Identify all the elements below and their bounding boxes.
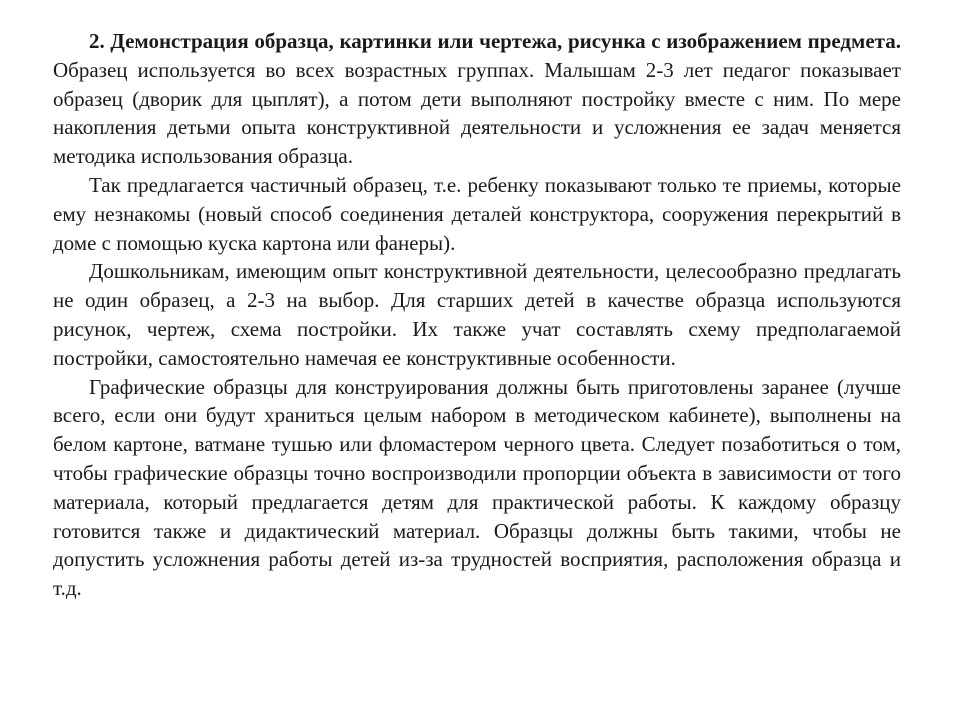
paragraph-2: Так предлагается частичный образец, т.е. ребенку показывают только те приемы, которые ему незнакомы (новый способ соединения деталей конструктора, сооружения перекрытий в доме с помощью куска картона или фанеры). xyxy=(53,172,901,255)
paragraph-4: Графические образцы для конструирования должны быть приготовлены заранее (лучше всего, если они будут храниться целым набором в методическом кабинете), выполнены на белом картоне, ватмане тушью или фломастером черного цвета. Следует позаботиться о том, чтобы графические образцы точно воспроизводили пропорции объекта в зависимости от того материала, который предлагается детям для практической работы. К каждому образцу готовится также и дидактический материал. Образцы должны быть такими, чтобы не допустить усложнения работы детей из-за трудностей восприятия, расположения образца и т.д. xyxy=(53,374,901,601)
paragraph-1 xyxy=(53,27,901,171)
section-heading: 2. Демонстрация образца, картинки или чертежа, рисунка с изображением предмета. xyxy=(89,29,901,53)
paragraph-3: Дошкольникам, имеющим опыт конструктивной деятельности, целесообразно предлагать не один образец, а 2-3 на выбор. Для старших детей в качестве образца используются рисунок, чертеж, схема постройки. Их также учат составлять схему предполагаемой постройки, самостоятельно намечая ее конструктивные особенности. xyxy=(53,259,901,370)
document-body xyxy=(53,27,901,603)
paragraph-text: Образец используется во всех возрастных группах. Малышам 2-3 лет педагог показывает образец (дворик для цыплят), а потом дети выполняют постройку вместе с ним. По мере накопления детьми опыта конструктивной деятельности и усложнения ее задач меняется методика использования образца. xyxy=(53,57,901,169)
